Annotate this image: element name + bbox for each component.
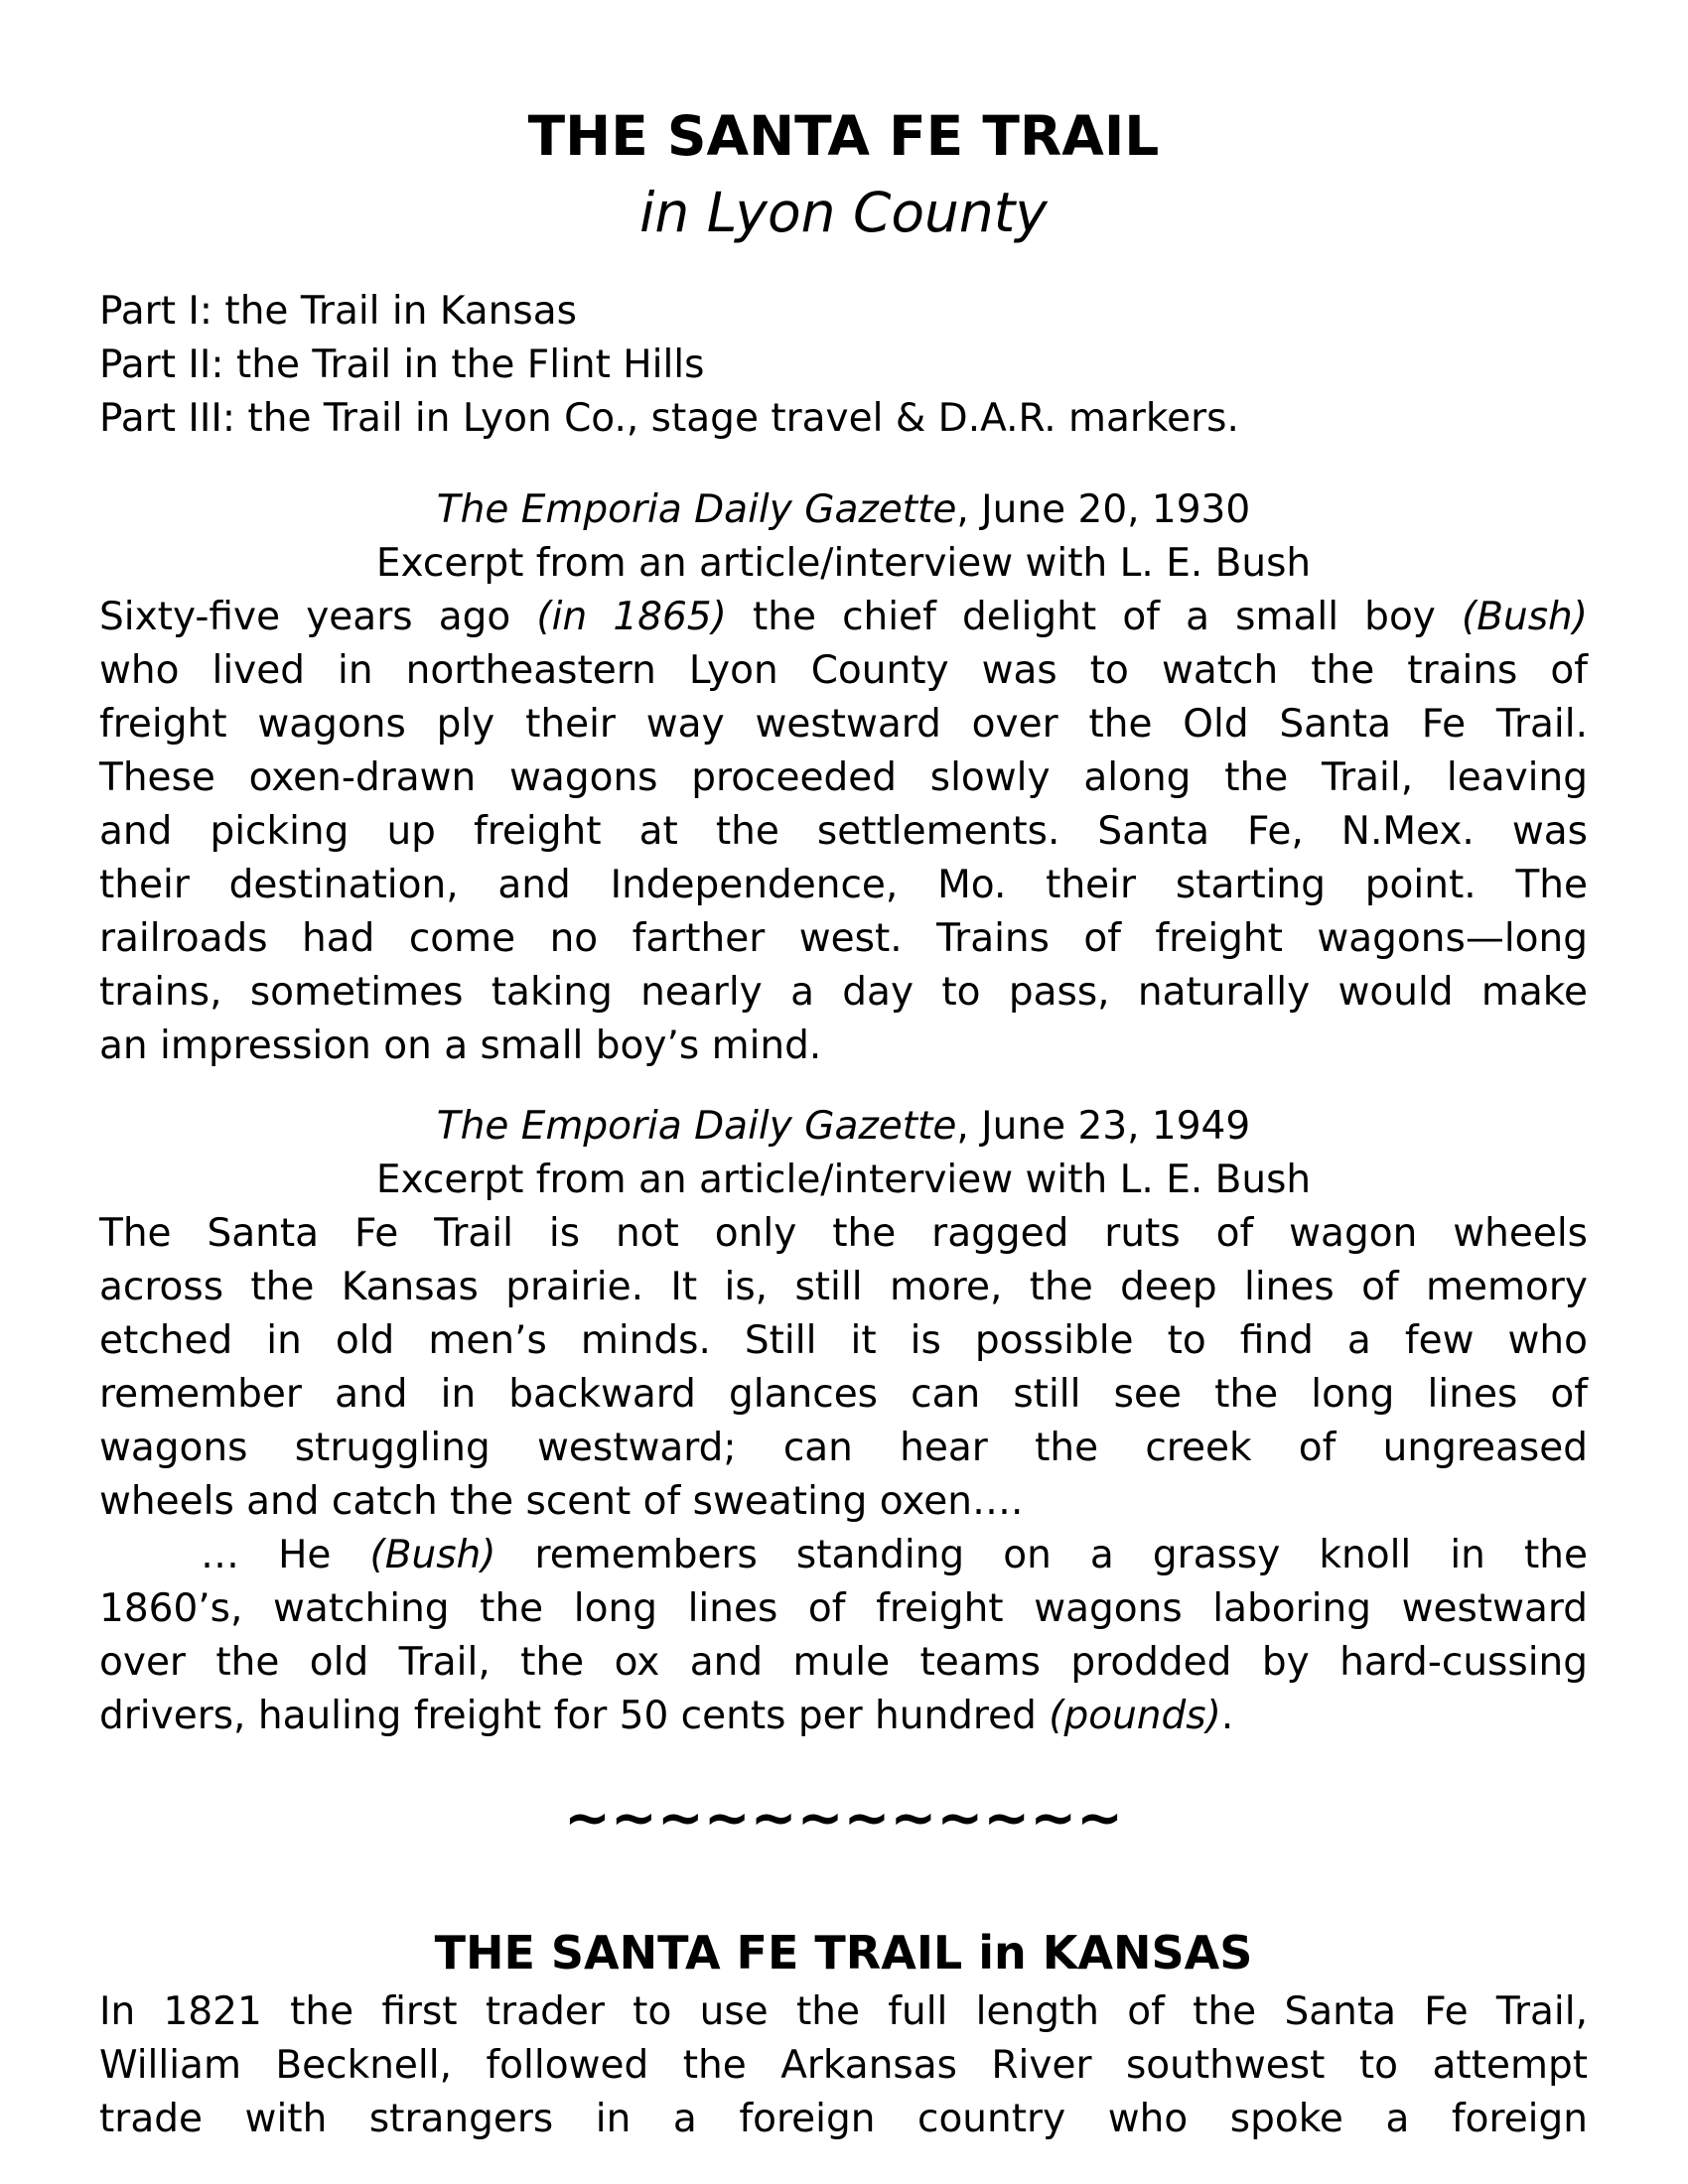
article2-byline: Excerpt from an article/interview with L. E. Bush (375, 1158, 1312, 1202)
text: who lived in northeastern Lyon County was to watch the trains of (99, 648, 1588, 693)
body-line (99, 1529, 1588, 1582)
parts-list-item-1: Part I: the Trail in Kansas (99, 289, 577, 334)
body-line (99, 912, 1588, 966)
body-line (99, 1636, 1588, 1690)
text: drivers, hauling freight for 50 cents per hundred (99, 1694, 1050, 1738)
text: across the Kansas prairie. It is, still more, the deep lines of memory (99, 1265, 1588, 1309)
italic-text: (Bush) (369, 1533, 496, 1577)
article2-source-date: , June 23, 1949 (956, 1104, 1251, 1149)
text: … He (201, 1533, 370, 1577)
article1-source-date: , June 20, 1930 (956, 487, 1251, 532)
page-subtitle: in Lyon County (639, 181, 1048, 244)
text: These oxen-drawn wagons proceeded slowly along the Trail, leaving (99, 755, 1588, 800)
text: an impression on a small boy’s mind. (99, 1024, 822, 1068)
text: In 1821 the first trader to use the full length of the Santa Fe Trail, (99, 1989, 1588, 2034)
page-title: THE SANTA FE TRAIL (527, 104, 1160, 168)
text: over the old Trail, the ox and mule teams prodded by hard-cussing (99, 1640, 1588, 1685)
body-line (99, 2093, 1588, 2146)
text: wagons struggling westward; can hear the creek of ungreased (99, 1426, 1588, 1470)
body-line (99, 1368, 1588, 1422)
section-heading: THE SANTA FE TRAIL in KANSAS (434, 1926, 1253, 1979)
body-line (99, 1207, 1588, 1261)
body-line (99, 805, 1588, 859)
italic-text: (pounds) (1049, 1694, 1221, 1738)
text: William Becknell, followed the Arkansas River southwest to attempt (99, 2043, 1588, 2088)
text: freight wagons ply their way westward over the Old Santa Fe Trail. (99, 702, 1588, 747)
body-line (99, 966, 1588, 1020)
body-line (99, 591, 1588, 644)
body-line (99, 1261, 1588, 1314)
article1-byline: Excerpt from an article/interview with L. E. Bush (375, 541, 1312, 586)
text: trains, sometimes taking nearly a day to pass, naturally would make (99, 970, 1588, 1015)
text: remembers standing on a grassy knoll in the (495, 1533, 1588, 1577)
body-line (99, 1422, 1588, 1475)
body-line (99, 1020, 1588, 1073)
italic-text: (Bush) (1462, 595, 1588, 639)
article1-source-title: The Emporia Daily Gazette (436, 487, 957, 532)
body-line (99, 751, 1588, 805)
text: the chief delight of a small boy (726, 595, 1463, 639)
text: etched in old men’s minds. Still it is possible to find a few who (99, 1318, 1588, 1363)
text: remember and in backward glances can still see the long lines of (99, 1372, 1588, 1417)
body-line (99, 1475, 1588, 1529)
article2-source-title: The Emporia Daily Gazette (436, 1104, 957, 1149)
text: railroads had come no farther west. Trains of freight wagons—long (99, 916, 1588, 961)
text: 1860’s, watching the long lines of freight wagons laboring westward (99, 1586, 1588, 1631)
italic-text: (in 1865) (536, 595, 727, 639)
body-line (99, 1690, 1588, 1743)
text: and picking up freight at the settlements. Santa Fe, N.Mex. was (99, 809, 1588, 854)
parts-list-item-2: Part II: the Trail in the Flint Hills (99, 342, 705, 387)
article2-source (99, 1100, 1588, 1154)
body-line (99, 698, 1588, 751)
parts-list-item-3: Part III: the Trail in Lyon Co., stage travel & D.A.R. markers. (99, 396, 1239, 441)
body-line (99, 1314, 1588, 1368)
body-line (99, 1582, 1588, 1636)
text: their destination, and Independence, Mo. their starting point. The (99, 863, 1588, 907)
body-line (99, 2039, 1588, 2093)
text: Sixty-five years ago (99, 595, 537, 639)
body-line (99, 644, 1588, 698)
section-divider: ~~~~~~~~~~~~ (563, 1786, 1124, 1850)
text: wheels and catch the scent of sweating oxen…. (99, 1479, 1024, 1524)
body-line (99, 1985, 1588, 2039)
text: . (1220, 1694, 1234, 1738)
text: trade with strangers in a foreign country who spoke a foreign (99, 2097, 1588, 2141)
text: The Santa Fe Trail is not only the ragged ruts of wagon wheels (99, 1211, 1588, 1256)
body-line (99, 859, 1588, 912)
article1-source (99, 483, 1588, 537)
